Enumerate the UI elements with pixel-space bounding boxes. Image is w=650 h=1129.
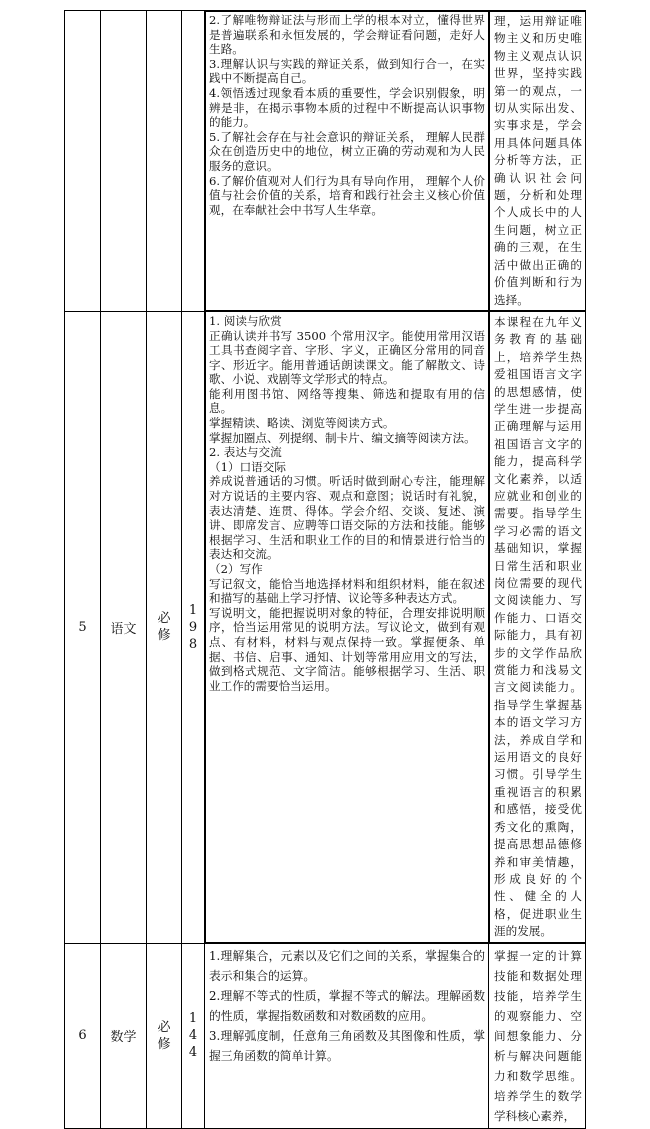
content-paragraph: 4.领悟透过现象看本质的重要性，学会识别假象，明辨是非，在揭示事物本质的过程中不断提高认识事物的能力。 [209, 85, 485, 130]
content-paragraph: 2.理解不等式的性质，掌握不等式的解法。理解函数的性质，掌握指数函数和对数函数的应用。 [209, 988, 485, 1023]
course-content-cell [205, 311, 489, 943]
content-paragraph: 5.了解社会存在与社会意识的辩证关系， 理解人民群众在创造历史中的地位，树立正确的劳动观和为人民服务的意识。 [209, 129, 485, 173]
content-paragraph: 掌握加圈点、列提纲、制卡片、编文摘等阅读方法。 [209, 430, 476, 445]
course-type-cell [147, 311, 182, 943]
curriculum-table [64, 10, 586, 1129]
course-hours-cell [182, 311, 205, 943]
course-content-cell [205, 11, 489, 312]
content-paragraph: 2.了解唯物辩证法与形而上学的根本对立，懂得世界是普遍联系和永恒发展的，学会辩证看问题，走好人生路。 [209, 13, 485, 57]
course-number-cell: 6 [65, 943, 101, 1128]
content-paragraph: 能利用图书馆、网络等搜集、筛选和提取有用的信息。 [209, 386, 485, 416]
course-content-cell [205, 943, 489, 1128]
content-paragraph: 3.理解认识与实践的辩证关系，做到知行合一，在实践中不断提高自己。 [209, 56, 485, 86]
content-paragraph: 写说明文，能把握说明对象的特征，合理安排说明顺序，恰当运用常见的说明方法。写议论文，做到有观点、有材料，材料与观点保持一致。掌握便条、单据、书信、启事、通知、计划等常用应用文的写法，做到格式规范、文字简洁。能够根据学习、生活、职业工作的需要恰当运用。 [209, 605, 485, 693]
course-number-cell [65, 11, 101, 312]
content-paragraph: 掌握精读、略读、浏览等阅读方式。 [209, 416, 395, 431]
content-paragraph: 6.了解价值观对人们行为具有导向作用， 理解个人价值与社会价值的关系，培育和践行社会主义核心价值观，在奉献社会中书写人生华章。 [209, 173, 485, 217]
course-type-text: 必修 [157, 1019, 171, 1052]
content-paragraph: 正确认读并书写 3500 个常用汉字。能使用常用汉语工具书查阅字音、字形、字义，正确区分常用的同音字、形近字。能用普通话朗读课文。能了解散文、诗歌、小说、戏剧等文学形式的特点。 [209, 328, 485, 387]
course-type-cell [147, 943, 182, 1128]
course-number-cell: 5 [65, 311, 101, 943]
course-type-text: 必修 [157, 611, 171, 644]
course-name-cell: 语文 [101, 311, 147, 943]
course-hours-cell [182, 11, 205, 312]
table-row [65, 311, 586, 943]
content-paragraph: （1）口语交际 [209, 459, 286, 474]
course-name-cell: 数学 [101, 943, 147, 1128]
content-paragraph: 养成说普通话的习惯。听话时做到耐心专注，能理解对方说话的主要内容、观点和意图；说话时有礼貌，表达清楚、连贯、得体。学会介绍、交谈、复述、演讲、即席发言、应聘等口语交际的方法和技能。能够根据学习、生活和职业工作的目的和情景进行恰当的表达和交流。 [209, 474, 485, 562]
course-hours-text: 198 [188, 602, 198, 652]
course-hours-cell [182, 943, 205, 1128]
course-type-cell [147, 11, 182, 312]
content-paragraph: 1.理解集合，元素以及它们之间的关系，掌握集合的表示和集合的运算。 [209, 948, 485, 983]
content-paragraph: 2. 表达与交流 [209, 445, 282, 460]
course-goal-cell: 理，运用辩证唯物主义和历史唯物主义观点认识世界，坚持实践第一的观点，一切从实际出发、实事求是，学会用具体问题具体分析等方法，正确认识社会问题，分析和处理个人成长中的人生问题，树立正确的三观，在生活中做出正确的价值判断和行为选择。 [489, 11, 586, 312]
table-row [65, 943, 586, 1128]
course-goal-cell: 本课程在九年义务教育的基础上，培养学生热爱祖国语言文字的思想感情，使学生进一步提高正确理解与运用祖国语言文字的能力，提高科学文化素养，以适应就业和创业的需要。指导学生学习必需的语文基础知识，掌握日常生活和职业岗位需要的现代文阅读能力、写作能力、口语交际能力，具有初步的文学作品欣赏能力和浅易文言文阅读能力。指导学生掌握基本的语文学习方法，养成自学和运用语文的良好习惯。引导学生重视语言的积累和感悟，接受优秀文化的熏陶，提高思想品德修养和审美情趣，形成良好的个性、健全的人格，促进职业生涯的发展。 [489, 311, 586, 943]
table-row [65, 11, 586, 312]
course-name-cell [101, 11, 147, 312]
content-paragraph: 1. 阅读与欣赏 [209, 313, 282, 328]
content-paragraph: 写记叙文，能恰当地选择材料和组织材料，能在叙述和描写的基础上学习抒情、议论等多种表达方式。 [209, 576, 485, 606]
content-paragraph: 3.理解弧度制，任意角三角函数及其图像和性质，掌握三角函数的简单计算。 [209, 1028, 485, 1063]
course-hours-text: 144 [188, 1011, 198, 1061]
course-goal-cell: 掌握一定的计算技能和数据处理技能，培养学生的观察能力、空间想象能力、分析与解决问题能力和数学思维。培养学生的数学学科核心素养， [489, 943, 586, 1128]
content-paragraph: （2）写作 [209, 562, 263, 576]
